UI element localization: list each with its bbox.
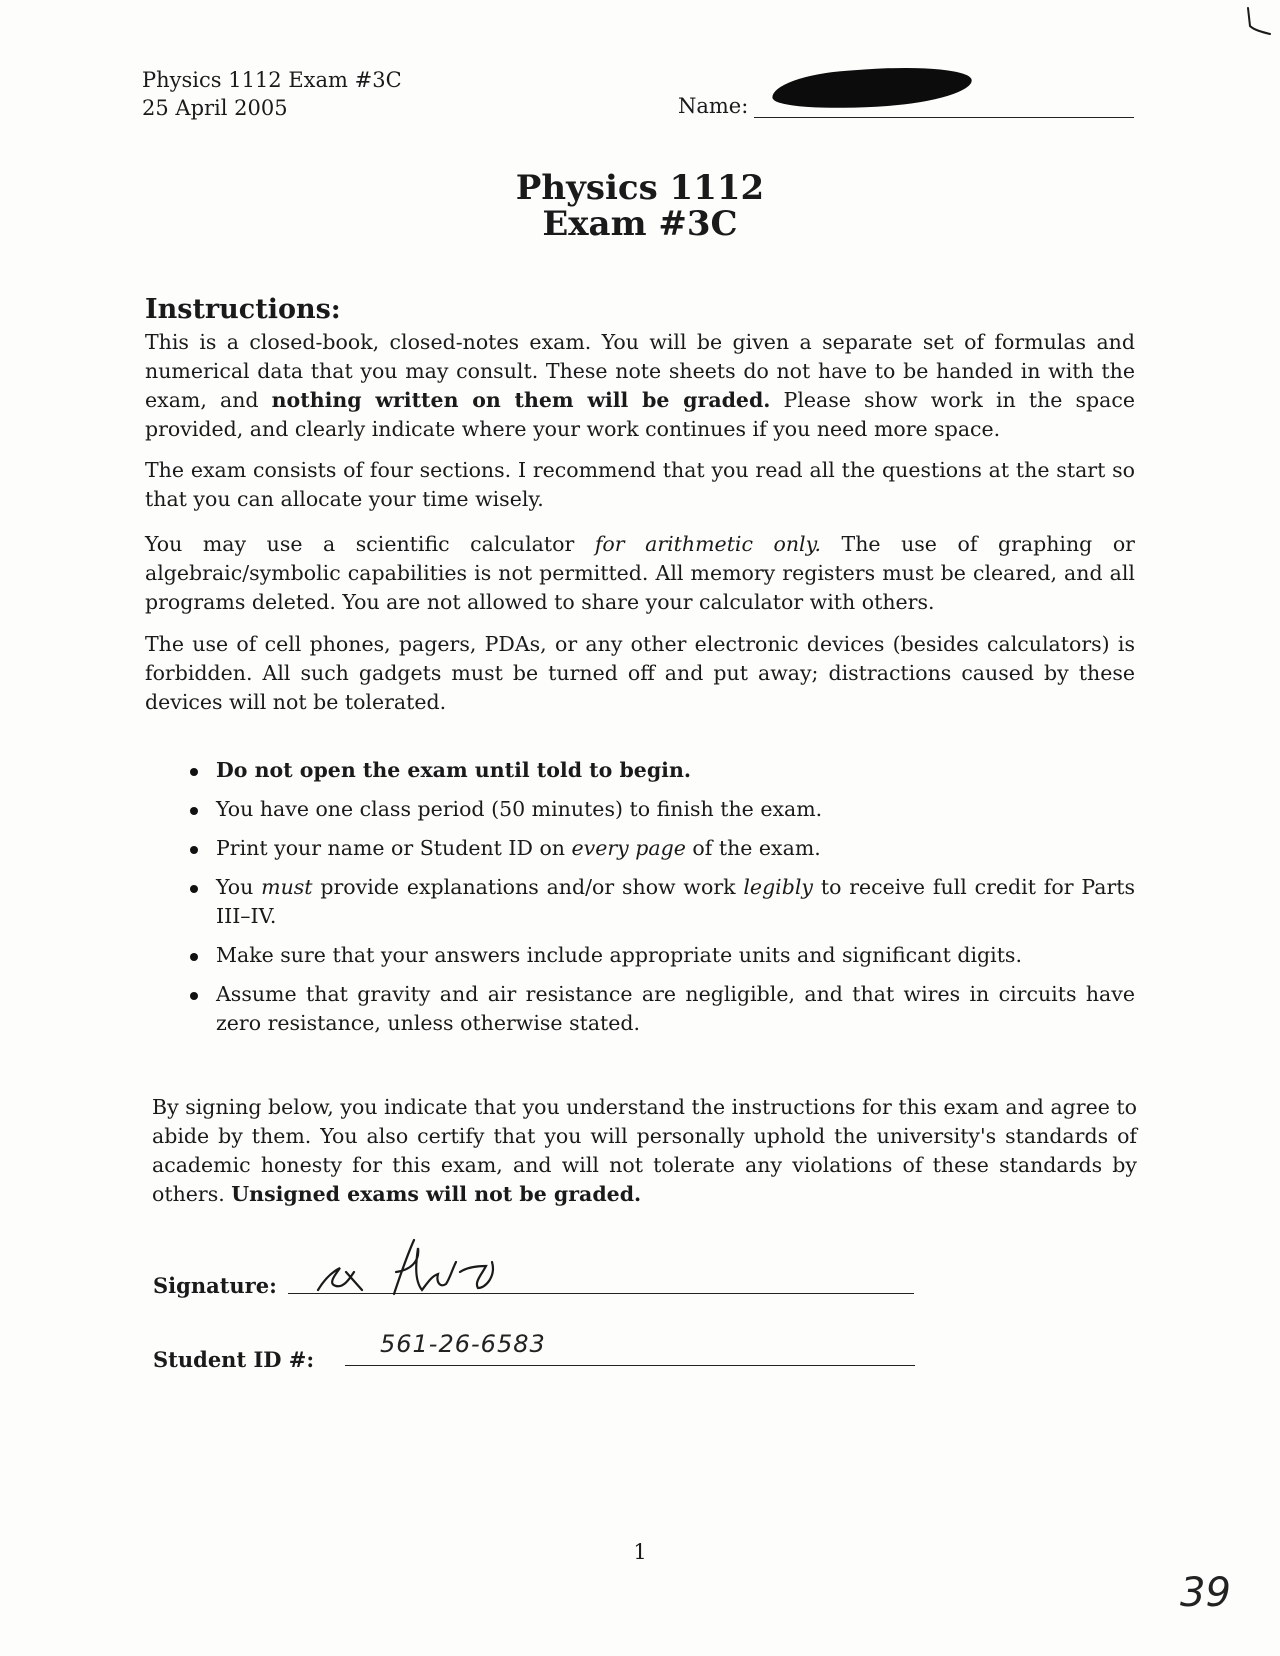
bullet-icon: [190, 953, 198, 961]
p1-text-b: Please show work in the space provided, and clearly indicate where your work continues if you need more space.: [145, 388, 1135, 441]
signature-label: Signature:: [153, 1273, 277, 1298]
page-number: 1: [633, 1540, 647, 1564]
bullet-icon: [190, 768, 198, 776]
instructions-heading: Instructions:: [145, 294, 341, 325]
instructions-paragraph-3: [145, 530, 1135, 617]
student-id-label: Student ID #:: [153, 1347, 315, 1372]
bullet-icon: [190, 992, 198, 1000]
bullet-icon: [190, 846, 198, 854]
instructions-paragraph-2: The exam consists of four sections. I recommend that you read all the questions at the start so that you can allocate your time wisely.: [145, 458, 1135, 511]
name-redaction: [771, 62, 973, 114]
header-course-info: [142, 66, 402, 122]
agreement-paragraph: [152, 1093, 1137, 1209]
student-id-value: 561-26-6583: [380, 1330, 546, 1358]
page-title: [0, 170, 1280, 242]
list-item: Make sure that your answers include appropriate units and significant digits.: [190, 941, 1135, 970]
list-item: You must provide explanations and/or show work legibly to receive full credit for Parts III–IV.: [190, 873, 1135, 931]
list-item: You have one class period (50 minutes) to finish the exam.: [190, 795, 1135, 824]
list-item: Print your name or Student ID on every page of the exam.: [190, 834, 1135, 863]
p1-bold: nothing written on them will be graded.: [271, 388, 771, 412]
name-label: Name:: [678, 94, 749, 118]
list-item: Do not open the exam until told to begin.: [190, 756, 1135, 785]
instructions-paragraph-4: The use of cell phones, pagers, PDAs, or any other electronic devices (besides calculators) is forbidden. All such gadgets must be turned off and put away; distractions caused by these devices will not be tolerated.: [145, 632, 1135, 714]
p3-text-b: The use of graphing or algebraic/symbolic capabilities is not permitted. All memory registers must be cleared, and all programs deleted. You are not allowed to share your calculator with others.: [145, 532, 1135, 614]
rules-list: [190, 756, 1135, 1048]
name-line: [754, 99, 1134, 118]
instructions-paragraph-1: [145, 328, 1135, 444]
name-field: [678, 94, 1134, 118]
exam-date: 25 April 2005: [142, 96, 288, 120]
student-id-line: [345, 1365, 915, 1366]
p3-text-a: You may use a scientific calculator: [145, 532, 595, 556]
agreement-text: By signing below, you indicate that you understand the instructions for this exam and agree to abide by them. You also certify that you will personally uphold the university's standards of academic honesty for this exam, and will not tolerate any violations of these standards by others.: [152, 1095, 1137, 1206]
corner-pen-mark: [1244, 6, 1274, 36]
agreement-bold: Unsigned exams will not be graded.: [231, 1182, 642, 1206]
list-item: Assume that gravity and air resistance are negligible, and that wires in circuits have zero resistance, unless otherwise stated.: [190, 980, 1135, 1038]
title-line1: Physics 1112: [515, 168, 765, 208]
handwritten-signature: [310, 1232, 530, 1302]
title-line2: Exam #3C: [542, 204, 738, 244]
p1-text-a: This is a closed-book, closed-notes exam. You will be given a separate set of formulas and numerical data that you may consult. These note sheets do not have to be handed in with the exam, and: [145, 330, 1135, 412]
bullet-icon: [190, 885, 198, 893]
p3-italic: for arithmetic only.: [594, 532, 821, 556]
handwritten-score: 39: [1180, 1570, 1231, 1616]
course-line: Physics 1112 Exam #3C: [142, 68, 402, 92]
bullet-icon: [190, 807, 198, 815]
